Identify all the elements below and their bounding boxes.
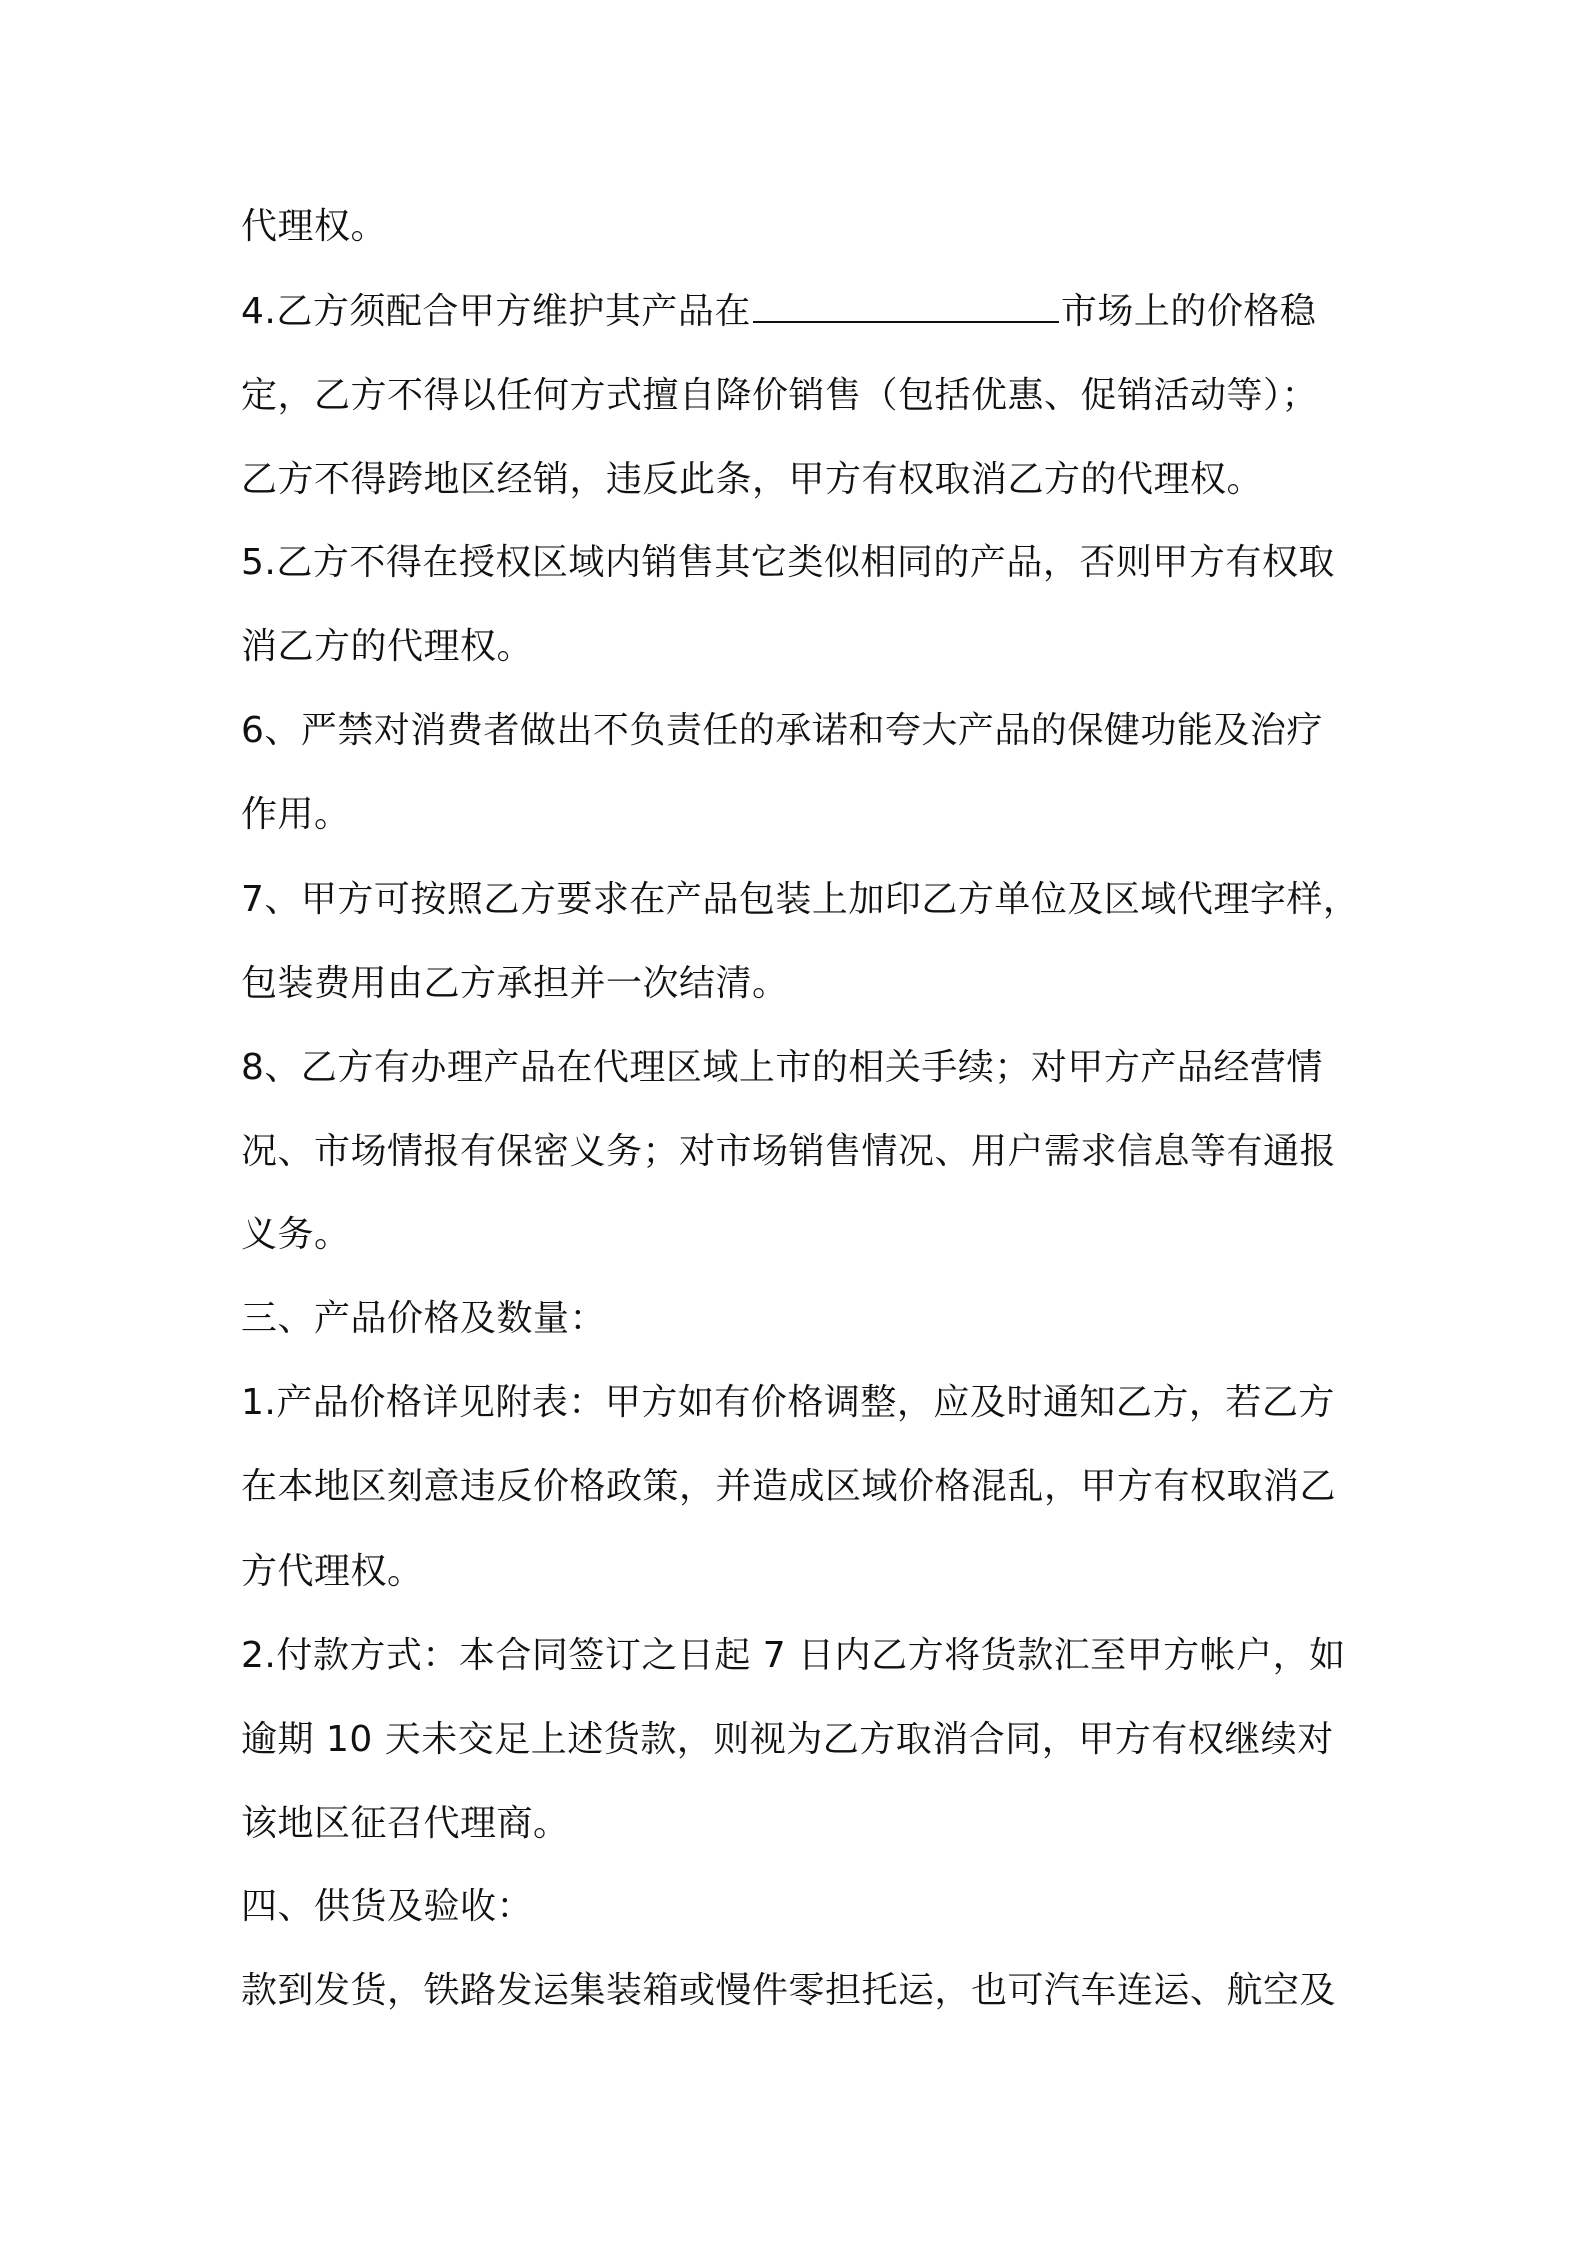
text-line: 定，乙方不得以任何方式擅自降价销售（包括优惠、促销活动等）；	[241, 375, 1319, 416]
text-line: 5.乙方不得在授权区域内销售其它类似相同的产品，否则甲方有权取	[241, 542, 1335, 583]
text-line: 代理权。	[241, 206, 388, 247]
text-line: 该地区征召代理商。	[241, 1803, 570, 1844]
section-heading: 三、产品价格及数量：	[241, 1298, 607, 1339]
text-segment: 4.乙方须配合甲方维护其产品在	[241, 291, 751, 332]
text-line-with-blank	[241, 290, 1316, 334]
text-line: 包装费用由乙方承担并一次结清。	[241, 963, 789, 1004]
text-segment: 市场上的价格稳	[1060, 291, 1317, 332]
text-line: 方代理权。	[241, 1551, 424, 1592]
text-line: 乙方不得跨地区经销，违反此条，甲方有权取消乙方的代理权。	[241, 459, 1264, 500]
text-line: 7、甲方可按照乙方要求在产品包装上加印乙方单位及区域代理字样，	[241, 879, 1360, 920]
text-line: 作用。	[241, 794, 351, 835]
fill-in-blank	[753, 291, 1059, 323]
text-line: 况、市场情报有保密义务；对市场销售情况、用户需求信息等有通报	[241, 1131, 1337, 1172]
section-heading: 四、供货及验收：	[241, 1886, 534, 1927]
text-line: 消乙方的代理权。	[241, 626, 534, 667]
text-line: 2.付款方式：本合同签订之日起 7 日内乙方将货款汇至甲方帐户，如	[241, 1635, 1346, 1676]
text-line: 逾期 10 天未交足上述货款，则视为乙方取消合同，甲方有权继续对	[241, 1719, 1334, 1760]
text-line: 6、严禁对消费者做出不负责任的承诺和夸大产品的保健功能及治疗	[241, 710, 1323, 751]
text-line: 在本地区刻意违反价格政策，并造成区域价格混乱，甲方有权取消乙	[241, 1466, 1337, 1507]
text-line: 义务。	[241, 1214, 351, 1255]
text-line: 8、乙方有办理产品在代理区域上市的相关手续；对甲方产品经营情	[241, 1047, 1323, 1088]
text-line: 1.产品价格详见附表：甲方如有价格调整，应及时通知乙方，若乙方	[241, 1382, 1335, 1423]
text-line: 款到发货，铁路发运集装箱或慢件零担托运，也可汽车连运、航空及	[241, 1970, 1337, 2011]
